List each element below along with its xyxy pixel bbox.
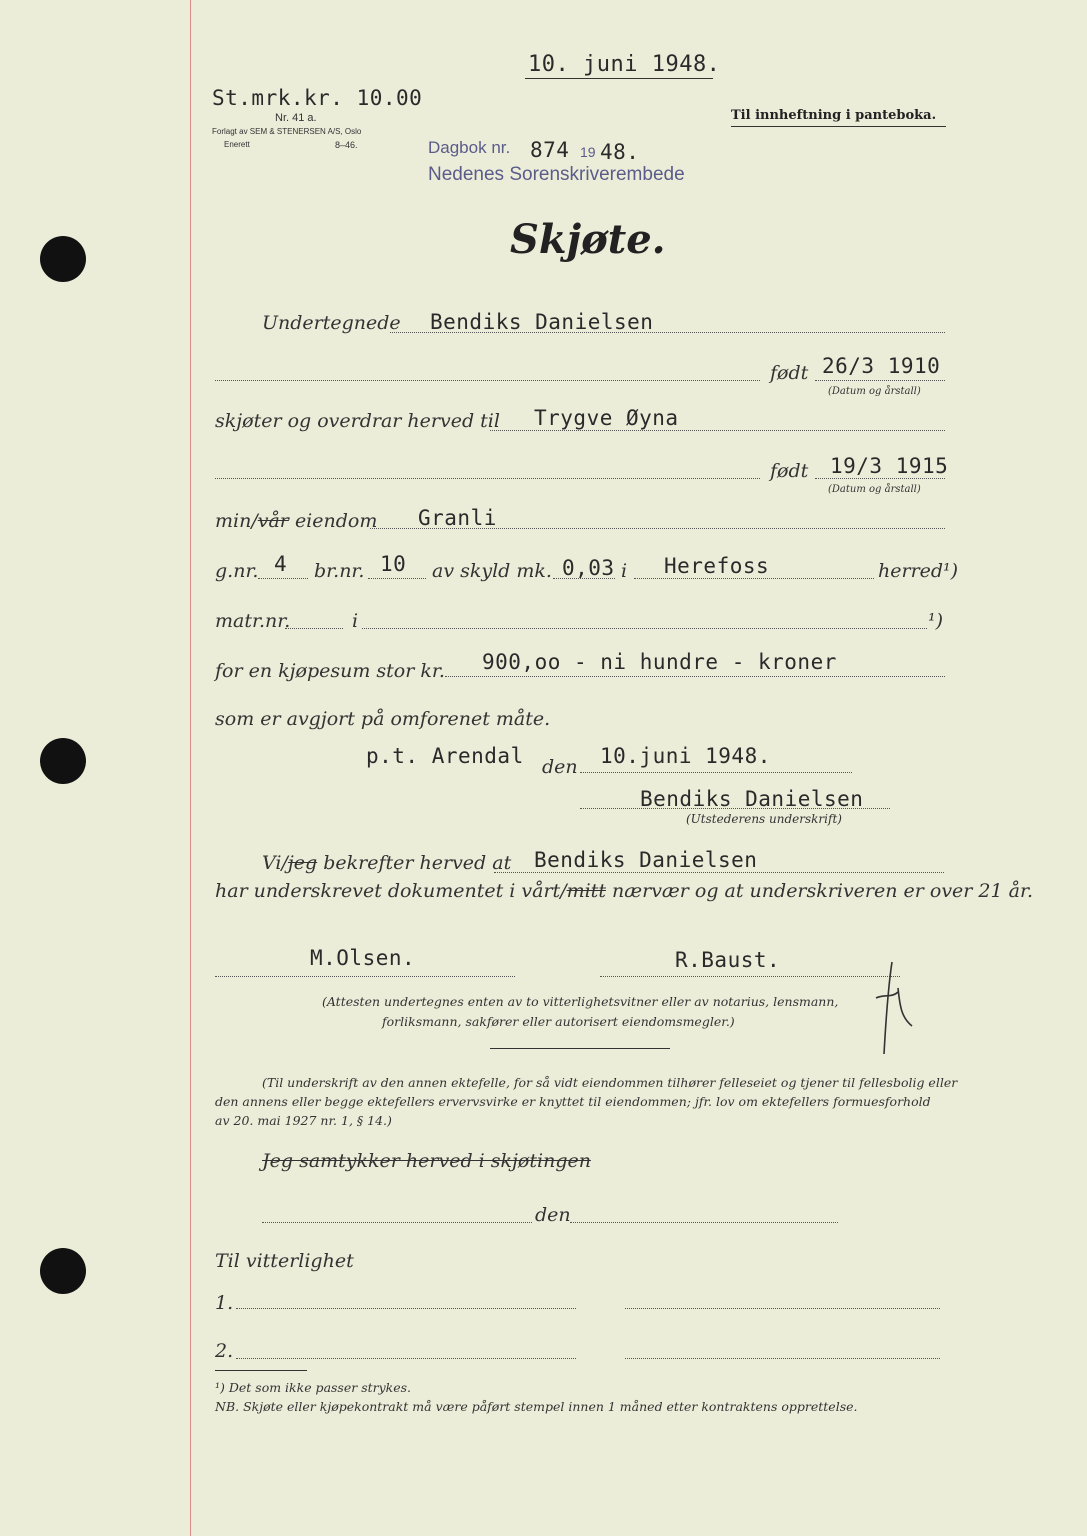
- matr-label: matr.nr.: [215, 610, 291, 632]
- stamp-year-suffix: 48.: [600, 140, 640, 164]
- buyer-born-label: født: [770, 460, 809, 482]
- property-label: min/vår eiendom: [215, 510, 378, 532]
- publisher-code: Enerett: [224, 140, 250, 149]
- witness-1-signature: M.Olsen.: [310, 946, 416, 970]
- price-line: [445, 676, 945, 677]
- seller-date-hint: (Datum og årstall): [828, 386, 921, 397]
- seller-name: Bendiks Danielsen: [430, 310, 654, 334]
- buyer-line-2: [215, 478, 760, 479]
- witness-note-2: forliksmann, sakfører eller autorisert eiendomsmegler.): [382, 1014, 735, 1029]
- witness-2-signature: R.Baust.: [675, 948, 781, 972]
- signing-den: den: [542, 756, 578, 778]
- punch-hole: [40, 236, 86, 282]
- price-value: 900,oo - ni hundre - kroner: [482, 650, 837, 674]
- signing-place: p.t. Arendal: [366, 744, 524, 768]
- form-number: Nr. 41 a.: [275, 112, 317, 124]
- footnote: ¹) Det som ikke passer strykes.: [215, 1380, 412, 1395]
- buyer-name: Trygve Øyna: [534, 406, 679, 430]
- seller-born-line: [815, 380, 945, 381]
- property-line: [370, 528, 945, 529]
- spouse-den: den: [535, 1204, 571, 1226]
- skyld-line: [553, 578, 615, 579]
- buyer-born-line: [815, 478, 945, 479]
- spouse-date-line: [570, 1222, 838, 1223]
- binding-note: Til innheftning i panteboka.: [731, 108, 937, 123]
- witness-name-line: [494, 872, 944, 873]
- price-settled: som er avgjort på omforenet måte.: [215, 708, 551, 730]
- stamp-office: Nedenes Sorenskriverembede: [428, 164, 685, 185]
- herred-value: Herefoss: [664, 554, 770, 578]
- signature-hint: (Utstederens underskrift): [686, 812, 842, 826]
- attest-line-1a: [236, 1308, 576, 1309]
- skyld-value: 0,03: [562, 556, 615, 580]
- brnr-value: 10: [380, 552, 407, 576]
- attest-label: Til vitterlighet: [215, 1250, 354, 1272]
- spouse-note-2: den annens eller begge ektefellers ervervsvirke er knyttet til eiendommen; jfr. lov om ektefellers formuesforhold: [215, 1094, 931, 1109]
- footnote-rule: [215, 1370, 307, 1371]
- brnr-label: br.nr.: [314, 560, 365, 582]
- brnr-line: [368, 578, 426, 579]
- buyer-line: [490, 430, 945, 431]
- spouse-place-line: [262, 1222, 532, 1223]
- witness-subject-name: Bendiks Danielsen: [534, 848, 758, 872]
- signature-line: [580, 808, 890, 809]
- seller-born-label: født: [770, 362, 809, 384]
- stamp-year-prefix: 19: [580, 144, 596, 160]
- stamp-dagbok-label: Dagbok nr.: [428, 138, 511, 157]
- seller-line-2: [215, 380, 760, 381]
- herred-line: [634, 578, 874, 579]
- handwritten-initials: [862, 958, 922, 1058]
- header-date: 10. juni 1948.: [528, 52, 721, 77]
- witness-line1-prefix: Vi/jeg bekrefter herved at: [262, 852, 512, 874]
- price-label: for en kjøpesum stor kr.: [215, 660, 445, 682]
- publisher-date: 8–46.: [335, 140, 358, 150]
- attest-line-2a: [236, 1358, 576, 1359]
- witness-note-1: (Attesten undertegnes enten av to vitterlighetsvitner eller av notarius, lensmann,: [322, 994, 839, 1009]
- spouse-note-1: (Til underskrift av den annen ektefelle, for så vidt eiendommen tilhører felleseiet og tjener til fellesbolig eller: [262, 1075, 958, 1090]
- matr-herred-line: [362, 628, 927, 629]
- publisher: Forlagt av SEM & STENERSEN A/S, Oslo: [212, 127, 362, 136]
- seller-line: [390, 332, 945, 333]
- attest-line-2b: [625, 1358, 940, 1359]
- witness-line2: har underskrevet dokumentet i vårt/mitt nærvær og at underskriveren er over 21 år.: [215, 880, 1034, 902]
- gnr-line: [258, 578, 308, 579]
- buyer-date-hint: (Datum og årstall): [828, 484, 921, 495]
- seller-label: Undertegnede: [262, 312, 401, 334]
- buyer-label: skjøter og overdrar herved til: [215, 410, 500, 432]
- gnr-value: 4: [274, 552, 288, 576]
- punch-hole: [40, 1248, 86, 1294]
- property-name: Granli: [418, 506, 497, 530]
- section-divider: [490, 1048, 670, 1049]
- skyld-label: av skyld mk.: [432, 560, 552, 582]
- attest-n2: 2.: [215, 1340, 234, 1362]
- matr-i: i: [352, 610, 359, 632]
- date-underline: [525, 78, 713, 79]
- i-label: i: [621, 560, 628, 582]
- nb-note: NB. Skjøte eller kjøpekontrakt må være påført stempel innen 1 måned etter kontraktens opprettelse.: [215, 1399, 858, 1414]
- witness-1-line: [215, 976, 515, 977]
- signing-date: 10.juni 1948.: [600, 744, 771, 768]
- witness-2-line: [600, 976, 900, 977]
- punch-hole: [40, 738, 86, 784]
- herred-label: herred¹): [878, 560, 959, 582]
- buyer-born-date: 19/3 1915: [830, 454, 949, 478]
- binding-underline: [731, 126, 946, 127]
- gnr-label: g.nr.: [215, 560, 259, 582]
- margin-line: [190, 0, 191, 1536]
- seller-born-date: 26/3 1910: [822, 354, 941, 378]
- attest-line-1b: [625, 1308, 940, 1309]
- signing-date-line: [580, 772, 852, 773]
- stamp-dagbok-number: 874: [530, 138, 570, 162]
- matr-line: [285, 628, 343, 629]
- seller-signature: Bendiks Danielsen: [640, 787, 864, 811]
- attest-n1: 1.: [215, 1292, 234, 1314]
- matr-footnote: ¹): [928, 610, 944, 632]
- spouse-note-3: av 20. mai 1927 nr. 1, § 14.): [215, 1113, 392, 1128]
- document-title: Skjøte.: [510, 216, 666, 263]
- spouse-consent-struck: Jeg samtykker herved i skjøtingen: [262, 1150, 591, 1172]
- stamp-duty: St.mrk.kr. 10.00: [212, 86, 423, 110]
